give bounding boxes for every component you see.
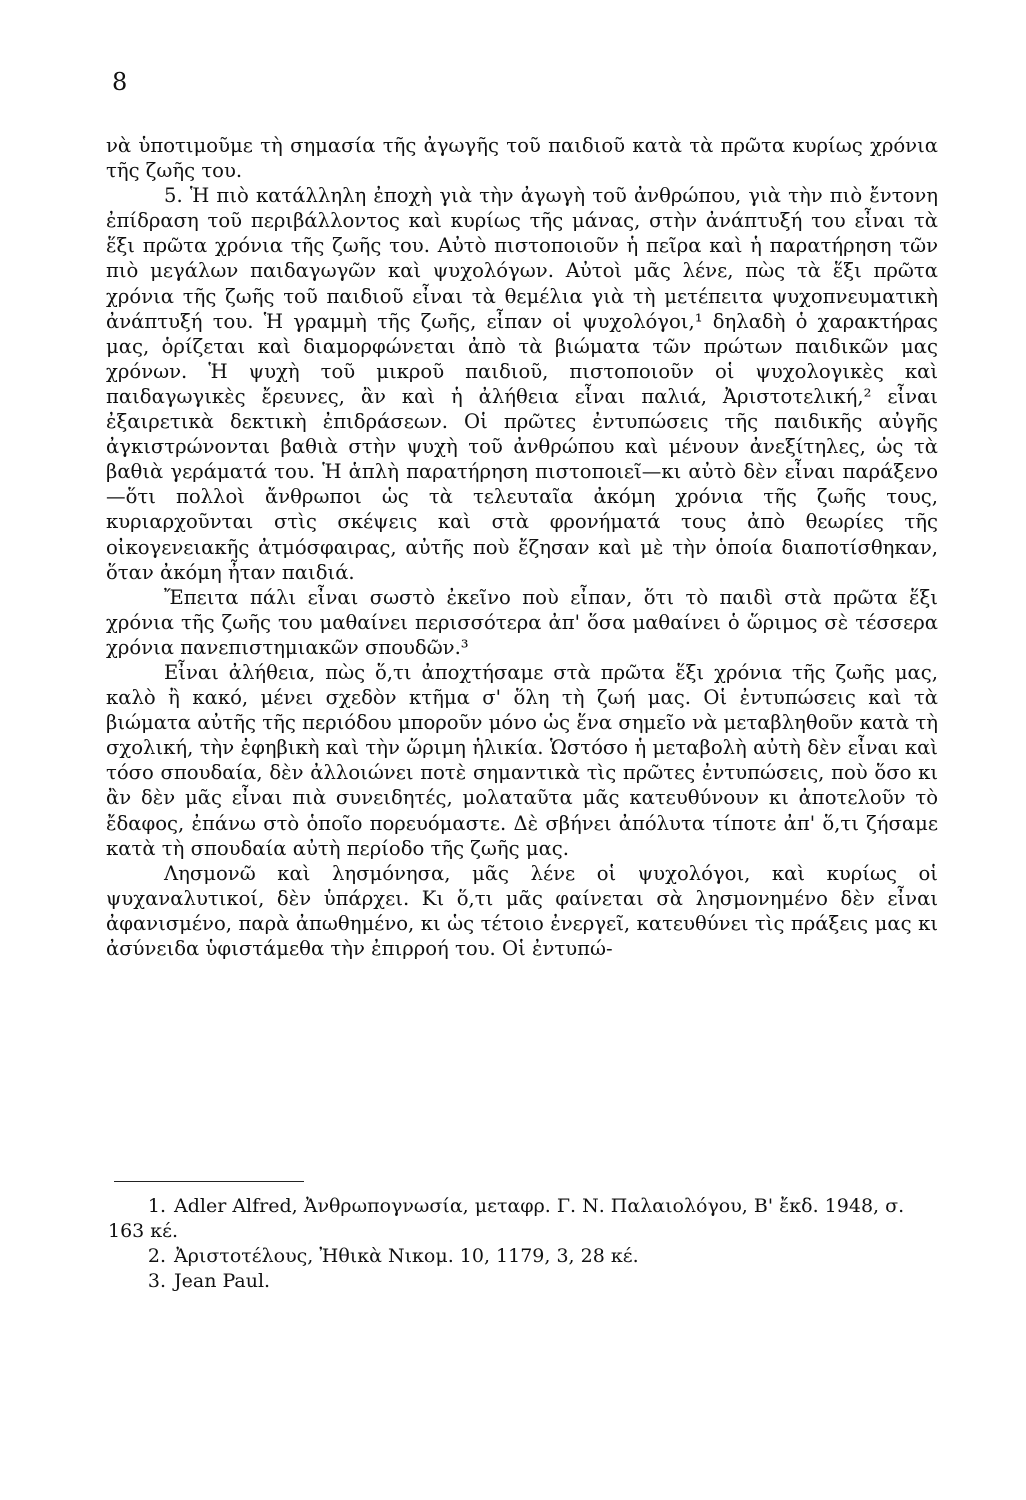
paragraph-section-5: 5. Ἡ πιὸ κατάλληλη ἐποχὴ γιὰ τὴν ἀγωγὴ τοῦ ἀνθρώπου, γιὰ τὴν πιὸ ἔντονη ἐπίδραση τοῦ περιβάλλοντος καὶ κυρίως τῆς μάνας, στὴν ἀνάπτυξή του εἶναι τὰ ἕξι πρῶτα χρόνια τῆς ζωῆς του. Αὐτὸ πιστοποιοῦν ἡ πεῖρα καὶ ἡ παρατήρηση τῶν πιὸ μεγάλων παιδαγωγῶν καὶ ψυχολόγων. Αὐτοὶ μᾶς λένε, πὼς τὰ ἕξι πρῶτα χρόνια τῆς ζωῆς τοῦ παιδιοῦ εἶναι τὰ θεμέλια γιὰ τὴ μετέπειτα ψυχοπνευματικὴ ἀνάπτυξή του. Ἡ γραμμὴ τῆς ζωῆς, εἶπαν οἱ ψυχολόγοι,¹ δηλαδὴ ὁ χαρακτήρας μας, ὁρίζεται καὶ διαμορφώνεται ἀπὸ τὰ βιώματα τῶν πρώτων παιδικῶν μας χρόνων. Ἡ ψυχὴ τοῦ μικροῦ παιδιοῦ, πιστοποιοῦν οἱ ψυχολογικὲς καὶ παιδαγωγικὲς ἔρευνες, ἂν καὶ ἡ ἀλήθεια εἶναι παλιά, Ἀριστοτελική,² εἶναι ἐξαιρετικὰ δεκτικὴ ἐπιδράσεων. Οἱ πρῶτες ἐντυπώσεις τῆς παιδικῆς αὐγῆς ἀγκιστρώνονται βαθιὰ στὴν ψυχὴ τοῦ ἀνθρώπου καὶ μένουν ἀνεξίτηλες, ὡς τὰ βαθιὰ γεράματά του. Ἡ ἁπλὴ παρατήρηση πιστοποιεῖ—κι αὐτὸ δὲν εἶναι παράξενο—ὅτι πολλοὶ ἄνθρωποι ὡς τὰ τελευταῖα ἀκόμη χρόνια τῆς ζωῆς τους, κυριαρχοῦνται στὶς σκέψεις καὶ στὰ φρονήματά τους ἀπὸ θεωρίες τῆς οἰκογενειακῆς ἀτμόσφαιρας, αὐτῆς ποὺ ἔζησαν καὶ μὲ τὴν ὁποία διαποτίσθηκαν, ὅταν ἀκόμη ἦταν παιδιά. — [106, 184, 938, 584]
footnote-number: 2. — [147, 1245, 166, 1267]
footnote-item — [108, 1244, 940, 1269]
paragraph-quote: Ἔπειτα πάλι εἶναι σωστὸ ἐκεῖνο ποὺ εἶπαν, ὅτι τὸ παιδὶ στὰ πρῶτα ἕξι χρόνια τῆς ζωῆς του μαθαίνει περισσότερα ἀπ' ὅσα μαθαίνει ὁ ὥριμος σὲ τέσσερα χρόνια πανεπιστημιακῶν σπουδῶν.³ — [106, 585, 938, 659]
footnotes — [108, 1194, 940, 1294]
footnote-text: Adler Alfred, Ἀνθρωπογνωσία, μεταφρ. Γ. Ν. Παλαιολόγου, Β' ἔκδ. 1948, σ. 163 κέ. — [108, 1195, 905, 1242]
paragraph-continuation: νὰ ὑποτιμοῦμε τὴ σημασία τῆς ἀγωγῆς τοῦ παιδιοῦ κατὰ τὰ πρῶτα κυρίως χρόνια τῆς ζωῆς του. — [106, 134, 938, 183]
footnote-item — [108, 1194, 940, 1244]
footnote-number: 1. — [147, 1195, 166, 1217]
footnote-divider — [114, 1181, 304, 1182]
page-number: 8 — [112, 68, 128, 96]
footnote-item — [108, 1269, 940, 1294]
body-text — [106, 133, 938, 961]
paragraph-forgetting: Λησμονῶ καὶ λησμόνησα, μᾶς λένε οἱ ψυχολόγοι, καὶ κυρίως οἱ ψυχαναλυτικοί, δὲν ὑπάρχει. Κι ὅ,τι μᾶς φαίνεται σὰ λησμονημένο δὲν εἶναι ἀφανισμένο, παρὰ ἀπωθημένο, κι ὡς τέτοιο ἐνεργεῖ, κατευθύνει τὶς πράξεις μας κι ἀσύνειδα ὑφιστάμεθα τὴν ἐπιρροή του. Οἱ ἐντυπώ- — [106, 861, 938, 960]
footnote-text: Jean Paul. — [174, 1270, 271, 1292]
footnote-number: 3. — [147, 1270, 166, 1292]
paragraph-truth: Εἶναι ἀλήθεια, πὼς ὅ,τι ἀποχτήσαμε στὰ πρῶτα ἕξι χρόνια τῆς ζωῆς μας, καλὸ ἢ κακό, μένει σχεδὸν κτῆμα σ' ὅλη τὴ ζωή μας. Οἱ ἐντυπώσεις καὶ τὰ βιώματα αὐτῆς τῆς περιόδου μποροῦν μόνο ὡς ἕνα σημεῖο νὰ μεταβληθοῦν κατὰ τὴ σχολική, τὴν ἐφηβικὴ καὶ τὴν ὥριμη ἡλικία. Ὡστόσο ἡ μεταβολὴ αὐτὴ δὲν εἶναι καὶ τόσο σπουδαία, δὲν ἀλλοιώνει ποτὲ σημαντικὰ τὶς πρῶτες ἐντυπώσεις, ποὺ ὅσο κι ἂν δὲν μᾶς εἶναι πιὰ συνειδητές, μολαταῦτα μᾶς κατευθύνουν κι ἀποτελοῦν τὸ ἔδαφος, ἐπάνω στὸ ὁποῖο πορευόμαστε. Δὲ σβήνει ἀπόλυτα τίποτε ἀπ' ὅ,τι ζήσαμε κατὰ τὴ σπουδαία αὐτὴ περίοδο τῆς ζωῆς μας. — [106, 660, 938, 860]
footnote-text: Ἀριστοτέλους, Ἠθικὰ Νικομ. 10, 1179, 3, 28 κέ. — [174, 1245, 639, 1267]
